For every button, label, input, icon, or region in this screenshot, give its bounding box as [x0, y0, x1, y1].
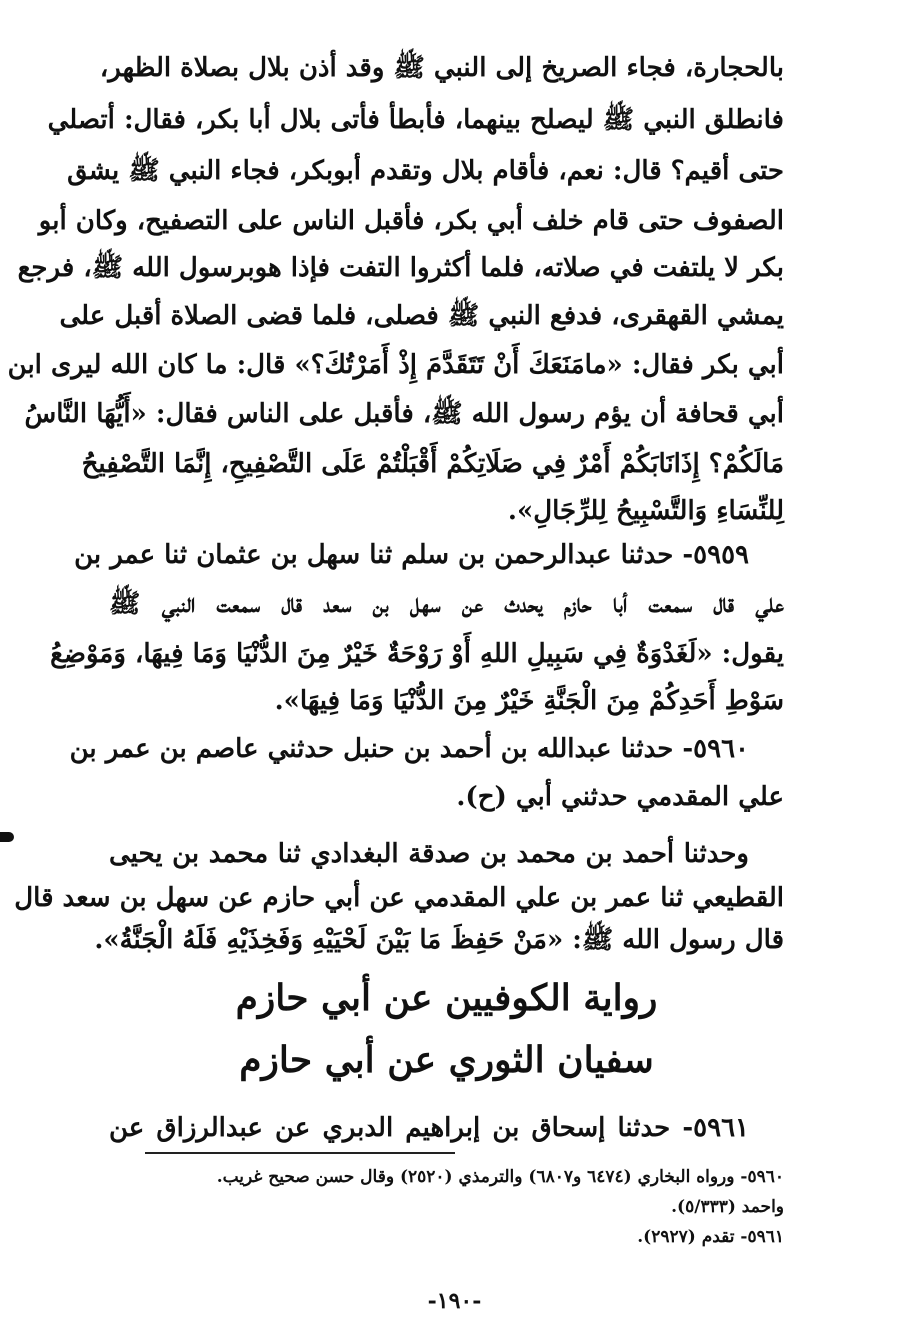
text-line: فانطلق النبي ﷺ ليصلح بينهما، فأبطأ فأتى بلال أبا بكر، فقال: أتصلي [47, 105, 784, 135]
text-line: لِلنِّسَاءِ وَالتَّسْبِيحُ لِلرِّجَالِ». [507, 496, 784, 526]
binding-mark [0, 832, 14, 842]
text-line: علي قال سمعت أبا حازم يحدث عن سهل بن سعد قال سمعت النبي ﷺ [109, 589, 784, 619]
text-line: يمشي القهقرى، فدفع النبي ﷺ فصلى، فلما قضى الصلاة أقبل على [59, 301, 784, 331]
text-line: قال رسول الله ﷺ: «مَنْ حَفِظَ مَا بَيْنَ لَحْيَيْهِ وَفَخِذَيْهِ فَلَهُ الْجَنَّةُ». [94, 925, 784, 955]
text-line: أبي قحافة أن يؤم رسول الله ﷺ، فأقبل على الناس فقال: «أَيُّهَا النَّاسُ [24, 399, 784, 429]
text-line: القطيعي ثنا عمر بن علي المقدمي عن أبي حازم عن سهل بن سعد قال [14, 883, 784, 913]
page-number: -١٩٠- [427, 1288, 482, 1314]
text-line: بكر لا يلتفت في صلاته، فلما أكثروا التفت فإذا هوبرسول الله ﷺ، فرجع [17, 253, 784, 283]
section-heading: رواية الكوفيين عن أبي حازم [235, 977, 658, 1019]
text-line: علي المقدمي حدثني أبي (ح). [456, 782, 784, 812]
text-line: وحدثنا أحمد بن محمد بن صدقة البغدادي ثنا محمد بن يحيى [109, 839, 749, 869]
text-line: مَالَكُمْ؟ إِذَانَابَكُمْ أَمْرٌ فِي صَلَاتِكُمْ أَقْبَلْتُمْ عَلَى التَّصْفِيحِ، إِنَّمَا التَّصْفِيحُ [81, 449, 784, 479]
hadith-5960-start: ٥٩٦٠- حدثنا عبدالله بن أحمد بن حنبل حدثني عاصم بن عمر بن [69, 734, 749, 764]
footnote: واحمد (٥/٣٣٣). [671, 1197, 784, 1217]
footnote: ٥٩٦١- تقدم (٢٩٢٧). [637, 1227, 784, 1247]
text-line: سَوْطِ أَحَدِكُمْ مِنَ الْجَنَّةِ خَيْرٌ مِنَ الدُّنْيَا وَمَا فِيهَا». [274, 686, 784, 716]
footnote: ٥٩٦٠- ورواه البخاري (٦٤٧٤ و٦٨٠٧) والترمذي (٢٥٢٠) وقال حسن صحيح غريب. [216, 1167, 784, 1187]
text-line: حتى أقيم؟ قال: نعم، فأقام بلال وتقدم أبوبكر، فجاء النبي ﷺ يشق [67, 156, 784, 186]
text-line: أبي بكر فقال: «مامَنَعَكَ أَنْ تَتَقَدَّمَ إِذْ أَمَرْتُكَ؟» قال: ما كان الله ليرى ابن [7, 350, 784, 380]
footnote-separator [145, 1152, 455, 1154]
section-heading: سفيان الثوري عن أبي حازم [239, 1039, 654, 1081]
text-line: يقول: «لَغَدْوَةٌ فِي سَبِيلِ اللهِ أَوْ رَوْحَةٌ خَيْرٌ مِنَ الدُّنْيَا وَمَا فِيهَا، وَمَوْضِعُ [50, 639, 784, 669]
hadith-5959-start: ٥٩٥٩- حدثنا عبدالرحمن بن سلم ثنا سهل بن عثمان ثنا عمر بن [74, 540, 749, 570]
text-line: بالحجارة، فجاء الصريخ إلى النبي ﷺ وقد أذن بلال بصلاة الظهر، [99, 53, 784, 83]
hadith-5961-start: ٥٩٦١- حدثنا إسحاق بن إبراهيم الدبري عن عبدالرزاق عن [109, 1113, 749, 1143]
text-line: الصفوف حتى قام خلف أبي بكر، فأقبل الناس على التصفيح، وكان أبو [38, 206, 784, 236]
